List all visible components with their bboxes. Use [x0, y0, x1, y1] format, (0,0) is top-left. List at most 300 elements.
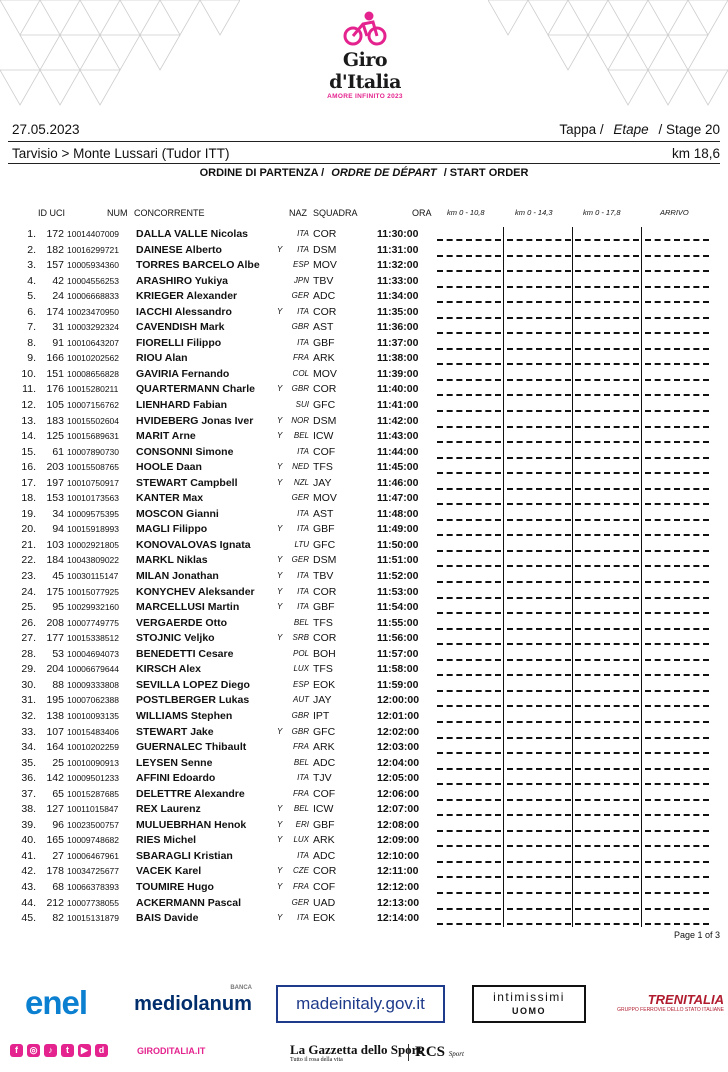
time-entry-line — [507, 741, 571, 754]
rider-name: SBARAGLI Kristian — [136, 849, 233, 862]
rider-nationality: BEL — [293, 757, 309, 767]
time-entry-line — [645, 383, 709, 396]
time-entry-line — [645, 834, 709, 847]
rider-nationality: NOR — [291, 415, 309, 425]
rider-nationality: ITA — [297, 586, 309, 596]
start-time: 11:31:00 — [377, 243, 419, 256]
rider-team: COR — [313, 383, 337, 396]
rider-team: EOK — [313, 678, 336, 691]
rider-number: 95 — [52, 601, 64, 614]
rider-uci-id: 10015483406 — [67, 726, 120, 737]
rider-position: 21. — [21, 538, 36, 551]
rider-name: VACEK Karel — [136, 865, 202, 878]
website-link[interactable]: GIRODITALIA.IT — [137, 1046, 206, 1056]
intimissimi-name: intimissimi — [493, 990, 565, 1004]
rider-name: MARIT Arne — [136, 430, 196, 443]
young-rider-flag: Y — [277, 415, 283, 425]
instagram-icon[interactable]: ◎ — [27, 1044, 40, 1057]
trenitalia-name: TRENITALIA — [647, 991, 724, 1007]
rcs-logo — [408, 1044, 464, 1061]
table-row — [0, 694, 728, 710]
rider-nationality: ITA — [297, 773, 309, 783]
time-entry-line — [437, 663, 501, 676]
start-time: 11:35:00 — [377, 305, 419, 318]
rider-nationality: LTU — [294, 539, 309, 549]
rider-uci-id: 10066378393 — [67, 881, 120, 892]
time-entry-line — [575, 663, 639, 676]
start-time: 11:52:00 — [377, 570, 419, 583]
young-rider-flag: Y — [277, 913, 283, 923]
triangle-pattern-right — [488, 0, 728, 110]
rider-nationality: ITA — [297, 306, 309, 316]
time-entry-line — [507, 788, 571, 801]
rider-uci-id: 10005934360 — [67, 260, 120, 271]
young-rider-flag: Y — [277, 524, 283, 534]
rider-position: 6. — [27, 305, 36, 318]
stage-label-it: Tappa / — [559, 122, 604, 137]
young-rider-flag: Y — [277, 819, 283, 829]
col-id-uci: ID UCI — [38, 208, 65, 218]
rider-nationality: ITA — [297, 850, 309, 860]
time-entry-line — [437, 601, 501, 614]
rider-position: 29. — [21, 663, 36, 676]
time-entry-line — [437, 850, 501, 863]
rider-nationality: ITA — [297, 524, 309, 534]
rider-team: DSM — [313, 414, 337, 427]
young-rider-flag: Y — [277, 477, 283, 487]
rider-nationality: LUX — [293, 664, 309, 674]
young-rider-flag: Y — [277, 244, 283, 254]
rider-number: 212 — [46, 896, 64, 909]
time-entry-line — [645, 554, 709, 567]
young-rider-flag: Y — [277, 462, 283, 472]
table-row — [0, 275, 728, 291]
start-time: 11:42:00 — [377, 414, 419, 427]
rider-number: 183 — [46, 414, 64, 427]
young-rider-flag: Y — [277, 431, 283, 441]
rider-position: 36. — [21, 772, 36, 785]
enel-logo: enel — [24, 984, 88, 1021]
start-time: 11:41:00 — [377, 399, 419, 412]
time-entry-line — [507, 368, 571, 381]
time-entry-line — [575, 477, 639, 490]
rider-number: 182 — [46, 243, 64, 256]
rider-position: 32. — [21, 709, 36, 722]
start-time: 11:50:00 — [377, 538, 419, 551]
brand-name: Giro d'Italia — [329, 49, 401, 93]
rider-name: VERGAERDE Otto — [136, 616, 228, 629]
col-team: SQUADRA — [313, 208, 358, 218]
rider-position: 37. — [21, 787, 36, 800]
rider-number: 103 — [46, 538, 64, 551]
rider-uci-id: 10015508765 — [67, 462, 120, 473]
young-rider-flag: Y — [277, 602, 283, 612]
rider-nationality: GBR — [291, 384, 309, 394]
time-entry-line — [575, 757, 639, 770]
start-time: 12:11:00 — [377, 865, 419, 878]
time-entry-line — [575, 321, 639, 334]
rider-nationality: ESP — [292, 679, 309, 689]
table-row — [0, 834, 728, 850]
start-time: 11:55:00 — [377, 616, 419, 629]
time-entry-line — [437, 834, 501, 847]
time-entry-line — [575, 508, 639, 521]
start-time: 11:45:00 — [377, 461, 419, 474]
rider-uci-id: 10007738055 — [67, 897, 120, 908]
start-time: 11:51:00 — [377, 554, 419, 567]
rider-number: 195 — [46, 694, 64, 707]
rider-team: TBV — [313, 274, 334, 287]
rider-name: STOJNIC Veljko — [136, 632, 215, 645]
start-time: 11:36:00 — [377, 321, 419, 334]
time-entry-line — [507, 632, 571, 645]
time-entry-line — [575, 290, 639, 303]
rider-uci-id: 10015338512 — [67, 633, 120, 644]
time-entry-line — [575, 679, 639, 692]
time-entry-line — [437, 757, 501, 770]
rider-uci-id: 10003292324 — [67, 322, 120, 333]
young-rider-flag: Y — [277, 866, 283, 876]
start-time: 11:44:00 — [377, 445, 419, 458]
document-title — [0, 167, 728, 179]
rider-name: KONYCHEV Aleksander — [136, 585, 255, 598]
rider-team: COR — [313, 228, 337, 240]
rider-uci-id: 10010090913 — [67, 757, 120, 768]
rider-uci-id: 10011015847 — [67, 804, 119, 815]
young-rider-flag: Y — [277, 306, 283, 316]
young-rider-flag: Y — [277, 633, 283, 643]
rider-team: TFS — [313, 616, 333, 629]
rider-number: 107 — [46, 725, 64, 738]
rider-number: 204 — [46, 663, 64, 676]
rider-uci-id: 10006668833 — [67, 291, 120, 302]
start-time: 11:39:00 — [377, 367, 419, 380]
rider-team: MOV — [313, 259, 337, 272]
rider-name: FIORELLI Filippo — [136, 336, 222, 349]
rider-position: 26. — [21, 616, 36, 629]
time-entry-line — [645, 430, 709, 443]
start-time: 11:43:00 — [377, 430, 419, 443]
table-row — [0, 259, 728, 275]
start-time: 12:01:00 — [377, 709, 420, 722]
rider-nationality: FRA — [293, 788, 309, 798]
start-time: 11:58:00 — [377, 663, 419, 676]
rider-number: 174 — [46, 305, 64, 318]
table-row — [0, 430, 728, 446]
rider-uci-id: 10009748682 — [67, 835, 120, 846]
table-row — [0, 508, 728, 524]
col-time: ORA — [412, 208, 432, 218]
rider-uci-id: 10015689631 — [67, 431, 120, 442]
time-entry-line — [575, 415, 639, 428]
rider-uci-id: 10007156762 — [67, 400, 120, 411]
time-entry-line — [575, 461, 639, 474]
rider-number: 151 — [46, 367, 64, 380]
rider-uci-id: 10009333808 — [67, 679, 120, 690]
table-row — [0, 477, 728, 493]
time-entry-line — [437, 881, 501, 894]
time-entry-line — [437, 321, 501, 334]
rider-team: ADC — [313, 290, 336, 303]
time-entry-line — [437, 710, 501, 723]
rider-nationality: CZE — [293, 866, 309, 876]
rider-position: 31. — [21, 694, 36, 707]
rider-nationality: NZL — [293, 477, 309, 487]
time-entry-line — [507, 477, 571, 490]
rider-uci-id: 10034725677 — [67, 866, 120, 877]
rider-team: UAD — [313, 896, 336, 909]
time-entry-line — [645, 492, 709, 505]
rider-team: ADC — [313, 756, 336, 769]
rider-uci-id: 10004694073 — [67, 648, 120, 659]
time-entry-line — [507, 663, 571, 676]
time-entry-line — [507, 321, 571, 334]
twitter-icon[interactable]: t — [61, 1044, 74, 1057]
time-entry-line — [645, 710, 709, 723]
table-row — [0, 679, 728, 695]
rider-position: 35. — [21, 756, 36, 769]
rider-position: 17. — [21, 476, 36, 489]
start-time: 12:08:00 — [377, 818, 420, 831]
start-time: 12:14:00 — [377, 912, 420, 925]
time-entry-line — [507, 834, 571, 847]
time-entry-line — [575, 228, 639, 241]
young-rider-flag: Y — [277, 571, 283, 581]
rider-uci-id: 10002921805 — [67, 539, 120, 550]
table-row — [0, 290, 728, 306]
rider-number: 94 — [52, 523, 64, 536]
time-entry-line — [507, 679, 571, 692]
time-entry-line — [645, 726, 709, 739]
rider-number: 178 — [46, 865, 64, 878]
rider-number: 42 — [52, 274, 64, 287]
table-row — [0, 399, 728, 415]
rider-team: IPT — [313, 709, 330, 722]
rider-position: 43. — [21, 880, 36, 893]
time-entry-line — [645, 337, 709, 350]
time-entry-line — [507, 228, 571, 241]
rider-uci-id: 10016299721 — [67, 244, 120, 255]
time-entry-line — [645, 228, 709, 241]
time-entry-line — [437, 477, 501, 490]
rider-position: 3. — [27, 259, 36, 272]
rider-name: TOUMIRE Hugo — [136, 880, 214, 893]
time-entry-line — [437, 383, 501, 396]
time-entry-line — [507, 881, 571, 894]
time-entry-line — [645, 897, 709, 910]
rider-position: 2. — [27, 243, 36, 256]
time-entry-line — [575, 275, 639, 288]
table-row — [0, 415, 728, 431]
time-entry-line — [507, 554, 571, 567]
time-entry-line — [507, 648, 571, 661]
youtube-icon[interactable]: ▶ — [78, 1044, 91, 1057]
time-entry-line — [507, 244, 571, 257]
rider-uci-id: 10023500757 — [67, 819, 120, 830]
rider-number: 82 — [52, 912, 64, 925]
rider-nationality: BEL — [293, 804, 309, 814]
rider-position: 15. — [21, 445, 36, 458]
time-entry-line — [437, 741, 501, 754]
time-entry-line — [437, 508, 501, 521]
rider-position: 45. — [21, 912, 36, 925]
rider-position: 25. — [21, 601, 36, 614]
rider-nationality: ITA — [297, 508, 309, 518]
rider-position: 38. — [21, 803, 36, 816]
time-entry-line — [645, 850, 709, 863]
start-order-table — [0, 228, 728, 928]
rider-team: MOV — [313, 367, 337, 380]
rider-team: EOK — [313, 912, 336, 925]
time-entry-line — [575, 710, 639, 723]
header-row-route — [12, 146, 720, 161]
young-rider-flag: Y — [277, 384, 283, 394]
time-entry-line — [507, 897, 571, 910]
table-row — [0, 726, 728, 742]
time-entry-line — [645, 632, 709, 645]
time-entry-line — [437, 368, 501, 381]
table-row — [0, 788, 728, 804]
rider-name: CONSONNI Simone — [136, 445, 234, 458]
giro-logo — [320, 10, 410, 100]
rider-name: DAINESE Alberto — [136, 243, 222, 256]
time-entry-line — [575, 368, 639, 381]
time-entry-line — [507, 586, 571, 599]
rider-name: BENEDETTI Cesare — [136, 647, 234, 660]
time-entry-line — [575, 788, 639, 801]
time-entry-line — [437, 275, 501, 288]
rider-uci-id: 10007062388 — [67, 695, 120, 706]
time-entry-line — [437, 352, 501, 365]
time-entry-line — [645, 306, 709, 319]
rider-team: TFS — [313, 663, 333, 676]
rider-name: MAGLI Filippo — [136, 523, 208, 536]
time-entry-line — [437, 865, 501, 878]
rider-number: 184 — [46, 554, 64, 567]
rider-nationality: ITA — [297, 446, 309, 456]
rider-number: 125 — [46, 430, 64, 443]
time-entry-line — [507, 508, 571, 521]
time-entry-line — [575, 570, 639, 583]
young-rider-flag: Y — [277, 586, 283, 596]
time-entry-line — [575, 523, 639, 536]
rider-uci-id: 10007890730 — [67, 446, 120, 457]
table-header — [0, 208, 728, 220]
table-row — [0, 803, 728, 819]
rider-team: TJV — [313, 772, 332, 785]
time-entry-line — [437, 523, 501, 536]
time-entry-line — [507, 290, 571, 303]
table-row — [0, 352, 728, 368]
rider-position: 30. — [21, 678, 36, 691]
rcs-name: RCS — [415, 1044, 446, 1060]
start-time: 12:04:00 — [377, 756, 420, 769]
time-entry-line — [507, 757, 571, 770]
time-entry-line — [507, 912, 571, 925]
time-entry-line — [507, 430, 571, 443]
rider-uci-id: 10030115147 — [67, 571, 119, 582]
rider-nationality: POL — [292, 648, 309, 658]
rider-number: 153 — [46, 492, 64, 505]
time-entry-line — [437, 461, 501, 474]
time-entry-line — [437, 554, 501, 567]
rider-uci-id: 10004556253 — [67, 275, 120, 286]
rider-position: 12. — [21, 399, 36, 412]
rider-team: BOH — [313, 647, 336, 660]
mediolanum-sub: BANCA — [230, 985, 252, 991]
rider-nationality: ITA — [297, 602, 309, 612]
rider-name: GUERNALEC Thibault — [136, 741, 247, 754]
rider-name: KRIEGER Alexander — [136, 290, 238, 303]
rider-number: 175 — [46, 585, 64, 598]
rider-position: 18. — [21, 492, 36, 505]
time-entry-line — [437, 446, 501, 459]
start-time: 11:30:00 — [377, 228, 419, 240]
table-row — [0, 865, 728, 881]
time-entry-line — [437, 399, 501, 412]
facebook-icon[interactable]: f — [10, 1044, 23, 1057]
tiktok-icon[interactable]: ♪ — [44, 1044, 57, 1057]
time-entry-line — [645, 290, 709, 303]
rider-position: 19. — [21, 507, 36, 520]
time-entry-line — [645, 586, 709, 599]
divider — [8, 141, 720, 142]
rider-nationality: ESP — [292, 260, 309, 270]
stage-route: Tarvisio > Monte Lussari (Tudor ITT) — [12, 146, 230, 161]
young-rider-flag: Y — [277, 726, 283, 736]
rider-number: 177 — [46, 632, 64, 645]
time-entry-line — [437, 912, 501, 925]
rider-position: 27. — [21, 632, 36, 645]
time-entry-line — [437, 648, 501, 661]
time-entry-line — [645, 617, 709, 630]
rider-position: 4. — [27, 274, 36, 287]
rider-position: 33. — [21, 725, 36, 738]
rider-nationality: COL — [292, 368, 309, 378]
rider-position: 28. — [21, 647, 36, 660]
time-entry-line — [437, 772, 501, 785]
rider-uci-id: 10010202562 — [67, 353, 120, 364]
rider-name: GAVIRIA Fernando — [136, 367, 230, 380]
rider-number: 203 — [46, 461, 64, 474]
time-entry-line — [507, 415, 571, 428]
rider-name: ACKERMANN Pascal — [136, 896, 242, 909]
time-entry-line — [645, 446, 709, 459]
time-entry-line — [507, 694, 571, 707]
rider-name: KONOVALOVAS Ignata — [136, 538, 251, 551]
table-row — [0, 757, 728, 773]
rider-team: GBF — [313, 523, 335, 536]
time-entry-line — [437, 492, 501, 505]
table-row — [0, 772, 728, 788]
time-entry-line — [437, 570, 501, 583]
time-entry-line — [507, 446, 571, 459]
gazzetta-logo — [290, 1042, 422, 1063]
rider-name: MULUEBRHAN Henok — [136, 818, 247, 831]
rider-team: GBF — [313, 818, 335, 831]
table-row — [0, 897, 728, 913]
start-time: 12:10:00 — [377, 849, 420, 862]
app-icon[interactable]: d — [95, 1044, 108, 1057]
start-time: 11:47:00 — [377, 492, 419, 505]
rider-team: COF — [313, 880, 336, 893]
rider-nationality: BEL — [293, 617, 309, 627]
rider-team: COR — [313, 585, 337, 598]
rider-number: 68 — [52, 880, 64, 893]
time-entry-line — [575, 819, 639, 832]
rider-number: 65 — [52, 787, 64, 800]
trenitalia-logo — [614, 984, 724, 1020]
